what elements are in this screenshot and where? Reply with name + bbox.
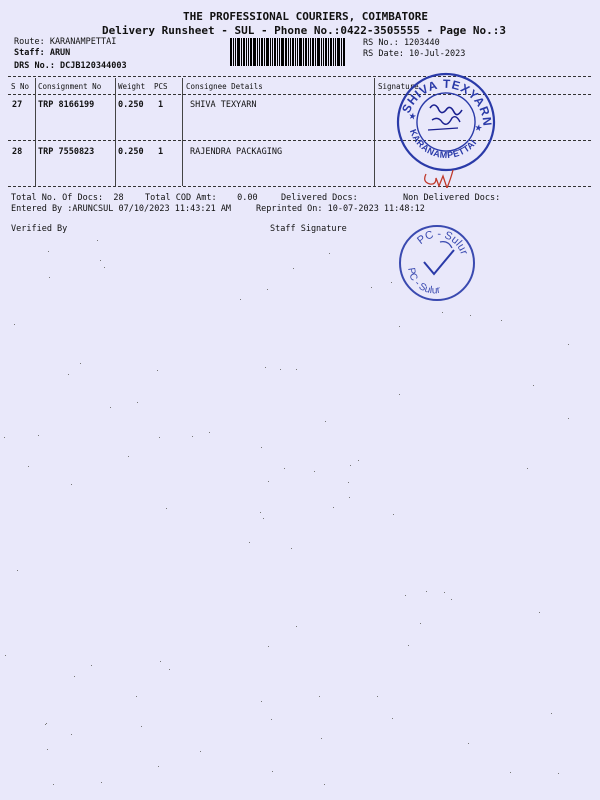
noise-speck: [510, 772, 511, 773]
barcode-bar: [279, 38, 280, 66]
barcode-bar: [325, 38, 327, 66]
row-sno: 27: [12, 100, 23, 110]
barcode-bar: [330, 38, 332, 66]
barcode-bar: [248, 38, 249, 66]
noise-speck: [284, 468, 285, 469]
barcode-bar: [335, 38, 336, 66]
barcode-bar: [333, 38, 334, 66]
barcode-bar: [272, 38, 273, 66]
noise-speck: [319, 696, 320, 697]
noise-speck: [568, 418, 569, 419]
row-weight: 0.250: [118, 100, 144, 110]
noise-speck: [263, 518, 264, 519]
barcode-bar: [328, 38, 329, 66]
verified-by-label: Verified By: [11, 224, 68, 234]
barcode-bar: [250, 38, 252, 66]
col-header-consignee: Consignee Details: [186, 82, 263, 91]
row-sno: 28: [12, 147, 23, 157]
noise-speck: [141, 726, 142, 727]
pc-stamp-top-text: PC - Sulur: [415, 228, 471, 257]
barcode-bar: [323, 38, 324, 66]
barcode-bar: [310, 38, 311, 66]
noise-speck: [159, 437, 160, 438]
reprinted-on: Reprinted On: 10-07-2023 11:48:12: [256, 204, 425, 214]
noise-speck: [261, 447, 262, 448]
noise-speck: [527, 468, 528, 469]
noise-speck: [48, 251, 49, 252]
barcode-bar: [270, 38, 271, 66]
non-delivered-docs: Non Delivered Docs:: [403, 193, 501, 203]
noise-speck: [137, 402, 138, 403]
row-pcs: 1: [158, 147, 164, 157]
barcode-bar: [264, 38, 265, 66]
barcode-bar: [285, 38, 287, 66]
barcode-bar: [266, 38, 269, 66]
noise-speck: [261, 701, 262, 702]
stamp-bottom-text: KARANAMPETTAI: [407, 127, 479, 161]
barcode-bar: [257, 38, 258, 66]
rs-date: RS Date: 10-Jul-2023: [363, 49, 466, 59]
barcode-bar: [317, 38, 320, 66]
barcode-bar: [277, 38, 278, 66]
noise-speck: [47, 749, 48, 750]
noise-speck: [17, 570, 18, 571]
col-header-weight: Weight: [118, 82, 146, 91]
document-title: THE PROFESSIONAL COURIERS, COIMBATORE: [183, 10, 429, 23]
noise-speck: [296, 626, 297, 627]
noise-speck: [350, 465, 351, 466]
noise-speck: [325, 421, 326, 422]
noise-speck: [371, 287, 372, 288]
noise-speck: [426, 591, 427, 592]
barcode-bar: [259, 38, 260, 66]
entered-by: Entered By :ARUNCSUL 07/10/2023 11:43:21 AM: [11, 204, 232, 214]
noise-speck: [45, 724, 46, 725]
noise-speck: [49, 277, 50, 278]
noise-speck: [399, 326, 400, 327]
barcode-bar: [261, 38, 263, 66]
noise-speck: [80, 363, 81, 364]
row-consignment: TRP 8166199: [38, 100, 95, 110]
barcode-bar: [343, 38, 345, 66]
shiva-texyarn-stamp: [394, 70, 498, 174]
barcode-bar: [281, 38, 284, 66]
noise-speck: [267, 289, 268, 290]
col-header-consignment: Consignment No: [38, 82, 102, 91]
row-weight: 0.250: [118, 147, 144, 157]
noise-speck: [442, 312, 443, 313]
noise-speck: [272, 771, 273, 772]
table-top-rule: [8, 76, 591, 77]
delivered-docs: Delivered Docs:: [281, 193, 358, 203]
col-divider: [182, 78, 183, 186]
noise-speck: [28, 466, 29, 467]
barcode: [230, 38, 354, 66]
noise-speck: [101, 782, 102, 783]
noise-speck: [110, 407, 111, 408]
barcode-bar: [299, 38, 302, 66]
noise-speck: [324, 784, 325, 785]
noise-speck: [249, 542, 250, 543]
row-consignment: TRP 7550823: [38, 147, 95, 157]
noise-speck: [160, 661, 161, 662]
noise-speck: [399, 394, 400, 395]
barcode-bar: [315, 38, 316, 66]
noise-speck: [393, 514, 394, 515]
pc-sulur-stamp: [396, 222, 478, 304]
col-header-signature: Signature: [378, 82, 419, 91]
noise-speck: [321, 738, 322, 739]
noise-speck: [468, 743, 469, 744]
row-separator: [8, 140, 591, 141]
noise-speck: [349, 497, 350, 498]
barcode-bar: [297, 38, 298, 66]
signature-scrawl: [420, 160, 456, 188]
noise-speck: [451, 599, 452, 600]
svg-text:PC - Sulur: [415, 228, 470, 256]
noise-speck: [265, 367, 266, 368]
col-divider: [115, 78, 116, 186]
barcode-bar: [288, 38, 289, 66]
noise-speck: [209, 432, 210, 433]
noise-speck: [444, 592, 445, 593]
noise-speck: [74, 676, 75, 677]
col-header-sno: S No: [11, 82, 30, 91]
staff-label: Staff: ARUN: [14, 48, 71, 58]
noise-speck: [68, 374, 69, 375]
total-cod: Total COD Amt: 0.00: [145, 193, 258, 203]
noise-speck: [314, 471, 315, 472]
stamp-top-text: SHIVA TEXYARN: [399, 76, 495, 128]
noise-speck: [260, 512, 261, 513]
barcode-bar: [237, 38, 240, 66]
noise-speck: [268, 646, 269, 647]
table-header-rule: [8, 94, 591, 95]
noise-speck: [377, 696, 378, 697]
noise-speck: [91, 665, 92, 666]
noise-speck: [4, 437, 5, 438]
noise-speck: [408, 645, 409, 646]
noise-speck: [100, 260, 101, 261]
rs-number: RS No.: 1203440: [363, 38, 440, 48]
barcode-bar: [230, 38, 232, 66]
noise-speck: [136, 696, 137, 697]
col-divider: [35, 78, 36, 186]
noise-speck: [128, 456, 129, 457]
barcode-bar: [312, 38, 314, 66]
noise-speck: [280, 369, 281, 370]
noise-speck: [420, 623, 421, 624]
noise-speck: [5, 655, 6, 656]
barcode-bar: [337, 38, 340, 66]
noise-speck: [329, 253, 330, 254]
noise-speck: [333, 507, 334, 508]
noise-speck: [296, 369, 297, 370]
barcode-bar: [243, 38, 245, 66]
noise-speck: [169, 669, 170, 670]
noise-speck: [97, 240, 98, 241]
barcode-bar: [246, 38, 247, 66]
noise-speck: [46, 723, 47, 724]
route-label: Route: KARANAMPETTAI: [14, 37, 117, 47]
noise-speck: [53, 784, 54, 785]
noise-speck: [14, 324, 15, 325]
svg-text:★: ★: [407, 111, 418, 123]
barcode-bar: [274, 38, 276, 66]
noise-speck: [533, 385, 534, 386]
row-consignee: SHIVA TEXYARN: [190, 100, 257, 110]
col-header-pcs: PCS: [154, 82, 168, 91]
noise-speck: [166, 508, 167, 509]
barcode-bar: [305, 38, 307, 66]
col-divider: [374, 78, 375, 186]
noise-speck: [558, 773, 559, 774]
noise-speck: [104, 267, 105, 268]
noise-speck: [392, 718, 393, 719]
barcode-bar: [295, 38, 296, 66]
drs-number: DRS No.: DCJB120344003: [14, 61, 127, 71]
barcode-bar: [308, 38, 309, 66]
noise-speck: [200, 751, 201, 752]
row-consignee: RAJENDRA PACKAGING: [190, 147, 283, 157]
noise-speck: [268, 481, 269, 482]
row-pcs: 1: [158, 100, 164, 110]
noise-speck: [71, 484, 72, 485]
noise-speck: [539, 612, 540, 613]
svg-text:★: ★: [473, 123, 484, 135]
noise-speck: [271, 719, 272, 720]
barcode-bar: [233, 38, 234, 66]
noise-speck: [551, 713, 552, 714]
noise-speck: [240, 299, 241, 300]
barcode-bar: [303, 38, 304, 66]
barcode-bar: [241, 38, 242, 66]
noise-speck: [358, 460, 359, 461]
noise-speck: [568, 344, 569, 345]
barcode-bar: [321, 38, 322, 66]
barcode-bar: [341, 38, 342, 66]
barcode-bar: [292, 38, 294, 66]
pc-stamp-bottom-text: PC - Sulur: [405, 266, 442, 297]
barcode-bar: [235, 38, 236, 66]
document-subtitle: Delivery Runsheet - SUL - Phone No.:0422-3505555 - Page No.:3: [102, 24, 506, 37]
noise-speck: [157, 370, 158, 371]
noise-speck: [158, 766, 159, 767]
noise-speck: [501, 320, 502, 321]
total-docs: Total No. Of Docs: 28: [11, 193, 124, 203]
staff-signature-label: Staff Signature: [270, 224, 347, 234]
noise-speck: [293, 268, 294, 269]
noise-speck: [192, 436, 193, 437]
barcode-bar: [290, 38, 291, 66]
noise-speck: [405, 595, 406, 596]
noise-speck: [291, 548, 292, 549]
noise-speck: [38, 435, 39, 436]
noise-speck: [71, 734, 72, 735]
barcode-bar: [253, 38, 256, 66]
noise-speck: [470, 315, 471, 316]
noise-speck: [391, 282, 392, 283]
table-bottom-rule: [8, 186, 591, 187]
noise-speck: [348, 482, 349, 483]
